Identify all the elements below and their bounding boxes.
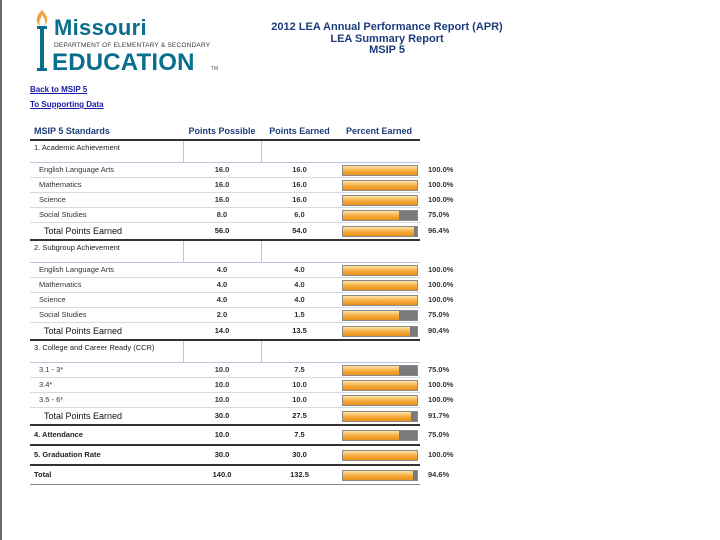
table-row	[30, 163, 420, 178]
logo-department-text: DEPARTMENT OF ELEMENTARY & SECONDARY	[54, 42, 211, 49]
section-total-row	[30, 408, 420, 426]
section-header-row	[30, 240, 420, 263]
percent-earned-value: 75.0%	[428, 210, 450, 219]
points-possible: 56.0	[183, 223, 261, 241]
standard-name: Total Points Earned	[30, 408, 183, 426]
percent-earned-value: 100.0%	[428, 265, 454, 274]
percent-bar-cell	[338, 393, 420, 408]
percent-bar-fill	[343, 396, 417, 405]
percent-bar	[342, 395, 418, 406]
percent-bar	[342, 210, 418, 221]
percent-bar	[342, 195, 418, 206]
section-header-row	[30, 140, 420, 163]
percent-bar	[342, 450, 418, 461]
percent-bar	[342, 165, 418, 176]
points-possible: 10.0	[183, 378, 261, 393]
points-earned: 7.5	[261, 363, 338, 378]
percent-bar-fill	[343, 296, 417, 305]
standard-name: English Language Arts	[30, 163, 183, 178]
percent-bar-cell	[338, 363, 420, 378]
table-row	[30, 278, 420, 293]
points-earned: 4.0	[261, 293, 338, 308]
percent-bar-cell	[338, 445, 420, 465]
points-earned: 54.0	[261, 223, 338, 241]
report-title-line1: 2012 LEA Annual Performance Report (APR)	[271, 21, 503, 33]
percent-bar-fill	[343, 451, 417, 460]
percent-earned-value: 96.4%	[428, 226, 450, 236]
percent-bar-fill	[343, 412, 411, 421]
table-row	[30, 208, 420, 223]
standard-name: Social Studies	[30, 308, 183, 323]
lea-summary-table	[30, 125, 420, 485]
table-row	[30, 378, 420, 393]
percent-bar-fill	[343, 281, 417, 290]
points-possible: 10.0	[183, 425, 261, 445]
standard-name: Mathematics	[30, 278, 183, 293]
points-earned: 16.0	[261, 163, 338, 178]
percent-bar-fill	[343, 431, 399, 440]
standard-name: Mathematics	[30, 178, 183, 193]
section-spacer	[338, 140, 420, 163]
percent-bar	[342, 265, 418, 276]
percent-bar-cell	[338, 323, 420, 341]
points-possible: 2.0	[183, 308, 261, 323]
table-row	[30, 178, 420, 193]
column-header-standards: MSIP 5 Standards	[30, 125, 183, 140]
percent-earned-value: 100.0%	[428, 165, 454, 174]
percent-earned-value: 100.0%	[428, 450, 454, 459]
percent-bar	[342, 180, 418, 191]
points-earned: 10.0	[261, 393, 338, 408]
percent-earned-value: 100.0%	[428, 395, 454, 404]
table-row	[30, 393, 420, 408]
percent-bar-fill	[343, 366, 399, 375]
percent-bar-fill	[343, 211, 399, 220]
percent-bar	[342, 380, 418, 391]
percent-earned-value: 75.0%	[428, 430, 450, 439]
percent-earned-value: 90.4%	[428, 326, 450, 336]
standard-name: 3.4*	[30, 378, 183, 393]
standard-name: 3.1 - 3*	[30, 363, 183, 378]
section-spacer	[261, 140, 338, 163]
section-total-row	[30, 323, 420, 341]
logo-trademark: TM	[211, 66, 219, 72]
percent-bar-cell	[338, 223, 420, 241]
attendance-row	[30, 425, 420, 445]
logo-education-text: EDUCATION	[52, 49, 195, 76]
section-spacer	[183, 340, 261, 363]
standard-name: English Language Arts	[30, 263, 183, 278]
percent-earned-value: 100.0%	[428, 380, 454, 389]
percent-bar	[342, 365, 418, 376]
percent-bar-cell	[338, 293, 420, 308]
back-to-msip5-link[interactable]: Back to MSIP 5	[30, 85, 88, 94]
percent-bar-cell	[338, 193, 420, 208]
section-spacer	[261, 340, 338, 363]
points-earned: 10.0	[261, 378, 338, 393]
percent-earned-value: 75.0%	[428, 365, 450, 374]
table-row	[30, 263, 420, 278]
points-earned: 7.5	[261, 425, 338, 445]
standard-name: Total Points Earned	[30, 323, 183, 341]
points-possible: 16.0	[183, 178, 261, 193]
points-possible: 16.0	[183, 193, 261, 208]
window-left-border	[0, 0, 2, 540]
percent-earned-value: 94.6%	[428, 469, 450, 479]
percent-bar	[342, 226, 418, 237]
points-possible: 14.0	[183, 323, 261, 341]
points-earned: 132.5	[261, 465, 338, 485]
points-earned: 4.0	[261, 263, 338, 278]
points-earned: 30.0	[261, 445, 338, 465]
percent-bar-fill	[343, 196, 417, 205]
report-title-line3: MSIP 5	[369, 44, 405, 56]
missouri-education-logo	[30, 6, 230, 76]
section-title: 3. College and Career Ready (CCR)	[30, 340, 183, 363]
section-spacer	[183, 240, 261, 263]
percent-bar	[342, 295, 418, 306]
standard-name: Science	[30, 293, 183, 308]
points-earned: 4.0	[261, 278, 338, 293]
standard-name: 4. Attendance	[30, 425, 183, 445]
percent-bar-fill	[343, 327, 410, 336]
table-row	[30, 308, 420, 323]
points-possible: 4.0	[183, 263, 261, 278]
points-earned: 16.0	[261, 178, 338, 193]
report-title	[250, 22, 524, 57]
column-header-points-earned: Points Earned	[261, 125, 338, 140]
points-earned: 27.5	[261, 408, 338, 426]
standard-name: Science	[30, 193, 183, 208]
torch-icon	[32, 8, 52, 74]
percent-earned-value: 75.0%	[428, 310, 450, 319]
percent-bar-cell	[338, 208, 420, 223]
percent-bar-fill	[343, 471, 413, 480]
percent-earned-value: 100.0%	[428, 180, 454, 189]
points-possible: 10.0	[183, 363, 261, 378]
points-earned: 6.0	[261, 208, 338, 223]
percent-bar	[342, 470, 418, 481]
points-possible: 4.0	[183, 293, 261, 308]
percent-bar	[342, 411, 418, 422]
standard-name: 3.5 - 6*	[30, 393, 183, 408]
supporting-data-link[interactable]: To Supporting Data	[30, 100, 104, 109]
percent-bar-cell	[338, 425, 420, 445]
percent-bar-fill	[343, 166, 417, 175]
percent-bar-cell	[338, 408, 420, 426]
percent-earned-value: 91.7%	[428, 411, 450, 421]
report-title-line2: LEA Summary Report	[330, 32, 444, 45]
points-possible: 16.0	[183, 163, 261, 178]
points-possible: 4.0	[183, 278, 261, 293]
points-possible: 140.0	[183, 465, 261, 485]
section-spacer	[338, 240, 420, 263]
percent-bar	[342, 326, 418, 337]
column-header-percent-earned: Percent Earned	[338, 125, 420, 140]
standard-name: Total	[30, 465, 183, 485]
section-spacer	[338, 340, 420, 363]
points-earned: 1.5	[261, 308, 338, 323]
table-row	[30, 363, 420, 378]
percent-bar-fill	[343, 181, 417, 190]
table-row	[30, 293, 420, 308]
percent-bar-fill	[343, 227, 414, 236]
points-possible: 30.0	[183, 408, 261, 426]
section-total-row	[30, 223, 420, 241]
percent-bar-fill	[343, 311, 399, 320]
points-earned: 13.5	[261, 323, 338, 341]
percent-earned-value: 100.0%	[428, 295, 454, 304]
percent-bar	[342, 280, 418, 291]
standard-name: 5. Graduation Rate	[30, 445, 183, 465]
percent-earned-value: 100.0%	[428, 195, 454, 204]
standard-name: Total Points Earned	[30, 223, 183, 241]
points-earned: 16.0	[261, 193, 338, 208]
section-spacer	[183, 140, 261, 163]
percent-bar-cell	[338, 263, 420, 278]
points-possible: 10.0	[183, 393, 261, 408]
percent-bar-cell	[338, 465, 420, 485]
section-title: 1. Academic Achievement	[30, 140, 183, 163]
grand-total-row	[30, 465, 420, 485]
percent-bar-cell	[338, 163, 420, 178]
table-row	[30, 193, 420, 208]
column-header-points-possible: Points Possible	[183, 125, 261, 140]
section-header-row	[30, 340, 420, 363]
percent-bar-fill	[343, 266, 417, 275]
percent-bar-cell	[338, 308, 420, 323]
section-title: 2. Subgroup Achievement	[30, 240, 183, 263]
section-spacer	[261, 240, 338, 263]
percent-bar	[342, 310, 418, 321]
graduation-rate-row	[30, 445, 420, 465]
percent-bar	[342, 430, 418, 441]
percent-bar-cell	[338, 278, 420, 293]
logo-missouri-text: Missouri	[54, 15, 147, 40]
points-possible: 8.0	[183, 208, 261, 223]
points-possible: 30.0	[183, 445, 261, 465]
percent-bar-cell	[338, 178, 420, 193]
standard-name: Social Studies	[30, 208, 183, 223]
percent-bar-cell	[338, 378, 420, 393]
percent-earned-value: 100.0%	[428, 280, 454, 289]
percent-bar-fill	[343, 381, 417, 390]
table-header-row	[30, 125, 420, 140]
